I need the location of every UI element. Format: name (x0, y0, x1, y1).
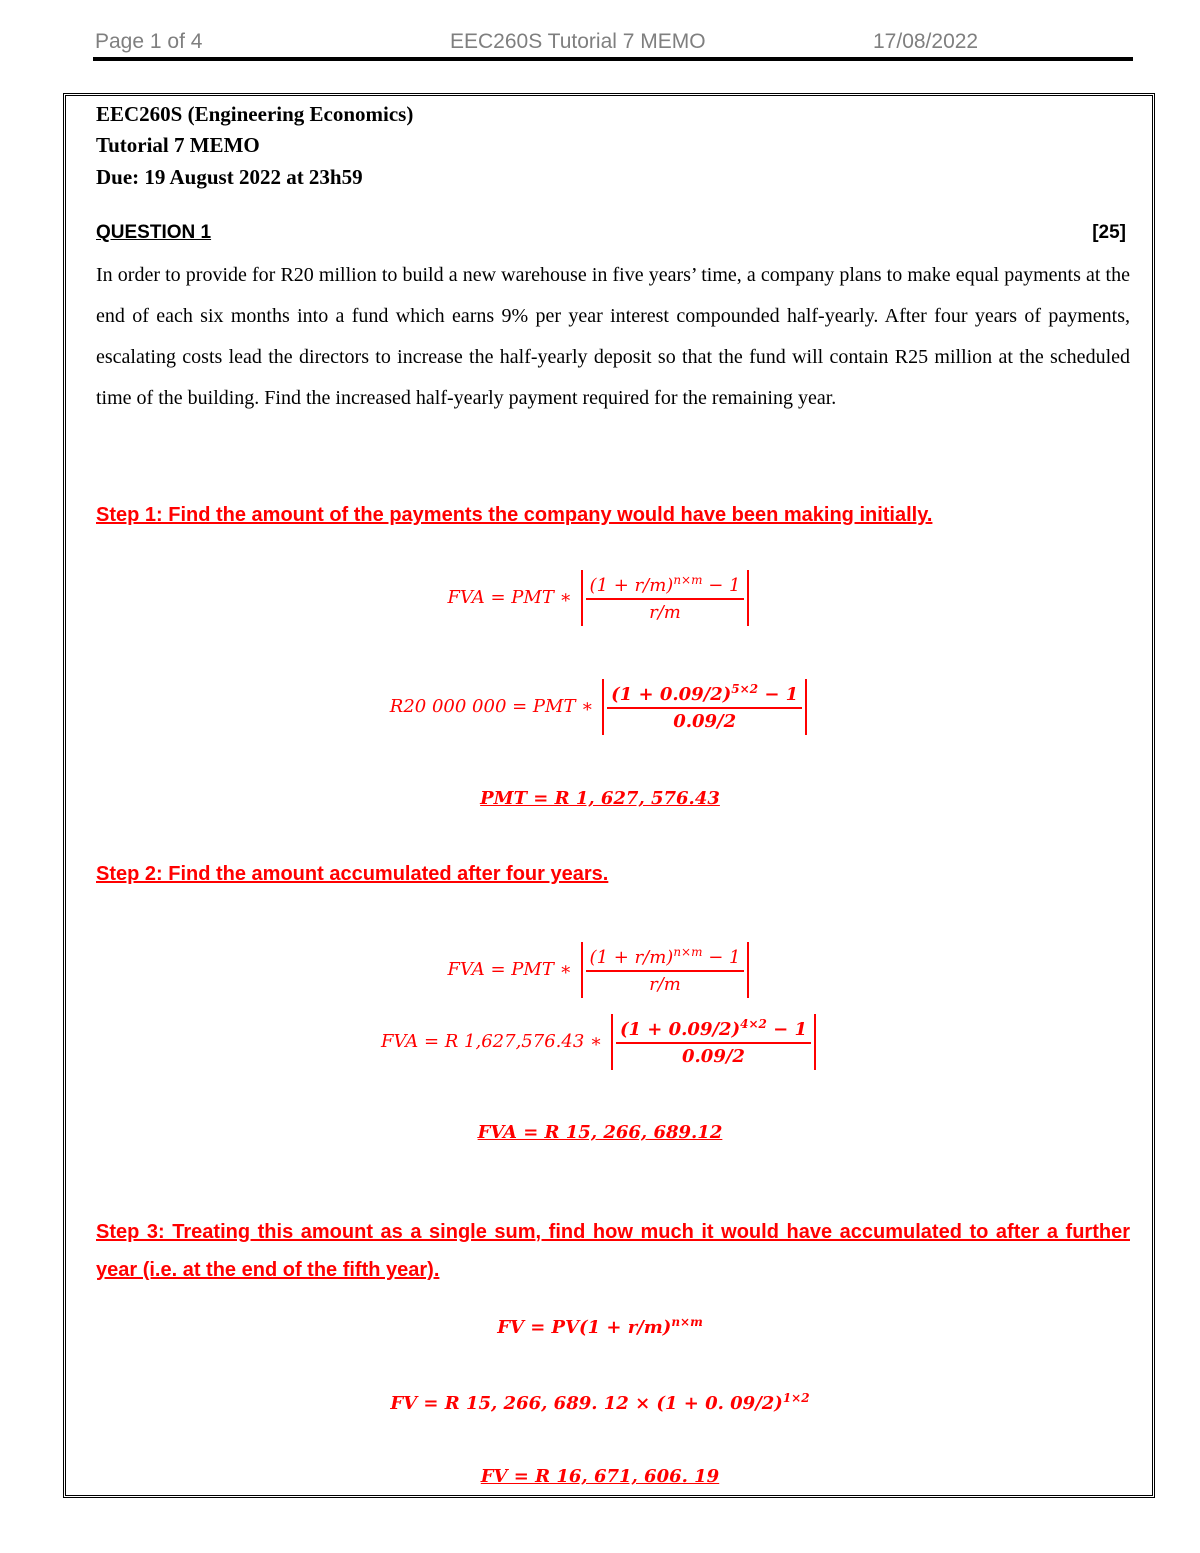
fva-formula-2-lhs: FVA = PMT ∗ (447, 959, 572, 980)
fva-result: FVA = R 15, 266, 689.12 (477, 1122, 723, 1143)
fva-formula-2-numerator: (1 + r/m) (589, 947, 674, 968)
header-page-number: Page 1 of 4 (95, 30, 203, 53)
fva-formula-1-exponent: n×m (673, 573, 703, 587)
fva-formula-1-numerator: (1 + r/m) (589, 575, 674, 596)
header-rule (93, 57, 1133, 61)
question-marks: [25] (1092, 222, 1126, 243)
header-document-title: EEC260S Tutorial 7 MEMO (450, 30, 706, 53)
fv-calculation (0, 1391, 1200, 1414)
fv-formula (0, 1315, 1200, 1338)
fv-result: FV = R 16, 671, 606. 19 (480, 1466, 720, 1487)
fva-formula-1-fraction (578, 570, 753, 626)
fva-formula-2-exponent: n×m (673, 945, 703, 959)
fv-formula-exponent: n×m (671, 1315, 703, 1329)
pmt-equation-lhs: R20 000 000 = PMT ∗ (389, 696, 594, 717)
fva-calculation-exponent: 4×2 (740, 1017, 767, 1031)
step-2-heading: Step 2: Find the amount accumulated after four years. (96, 863, 609, 885)
fv-calculation-text: FV = R 15, 266, 689. 12 × (1 + 0. 09/2) (390, 1393, 783, 1414)
fva-calculation (0, 1014, 1200, 1070)
due-date: Due: 19 August 2022 at 23h59 (96, 165, 363, 189)
fva-formula-2-fraction (578, 942, 753, 998)
pmt-result: PMT = R 1, 627, 576.43 (480, 788, 720, 809)
pmt-equation (0, 679, 1200, 735)
fva-formula-1-denominator: r/m (649, 602, 681, 623)
question-heading (96, 222, 1126, 244)
fva-formula-2-denominator: r/m (649, 974, 681, 995)
pmt-equation-fraction (599, 679, 810, 735)
pmt-equation-exponent: 5×2 (731, 682, 759, 696)
question-text: In order to provide for R20 million to build a new warehouse in five years’ time, a company plans to make equal payments at the end of each six months into a fund which earns 9% per year interest compounded half-yearly. After four years of payments, escalating costs lead the directors to increase the half-yearly deposit so that the fund will contain R25 million at the scheduled time of the building. Find the increased half-yearly payment required for the remaining year. (96, 264, 1130, 409)
fva-formula-2-numerator-tail: − 1 (702, 947, 741, 968)
fva-calculation-denominator: 0.09/2 (682, 1046, 745, 1067)
step-1-heading: Step 1: Find the amount of the payments the company would have been making initially. (96, 504, 933, 526)
fv-formula-text: FV = PV(1 + r/m) (497, 1317, 672, 1338)
pmt-equation-numerator: (1 + 0.09/2) (611, 684, 732, 705)
fv-calculation-exponent: 1×2 (782, 1391, 810, 1405)
header-date: 17/08/2022 (873, 30, 979, 53)
fva-calculation-numerator: (1 + 0.09/2) (619, 1019, 741, 1040)
fva-formula-1-lhs: FVA = PMT ∗ (447, 587, 572, 608)
fva-formula-2 (0, 942, 1200, 998)
question-label: QUESTION 1 (96, 222, 212, 243)
fva-calculation-lhs: FVA = R 1,627,576.43 ∗ (380, 1031, 603, 1052)
fva-calculation-numerator-tail: − 1 (766, 1019, 808, 1040)
pmt-equation-denominator: 0.09/2 (673, 711, 737, 732)
step-3-heading: Step 3: Treating this amount as a single sum, find how much it would have accumulated to after a further year (i.e. at the end of the fifth year). (96, 1221, 1130, 1281)
fva-calculation-fraction (608, 1014, 819, 1070)
fva-formula-1-numerator-tail: − 1 (702, 575, 741, 596)
course-title: EEC260S (Engineering Economics) (96, 102, 414, 126)
tutorial-title: Tutorial 7 MEMO (96, 133, 260, 157)
pmt-equation-numerator-tail: − 1 (758, 684, 799, 705)
fva-formula-1 (0, 570, 1200, 626)
